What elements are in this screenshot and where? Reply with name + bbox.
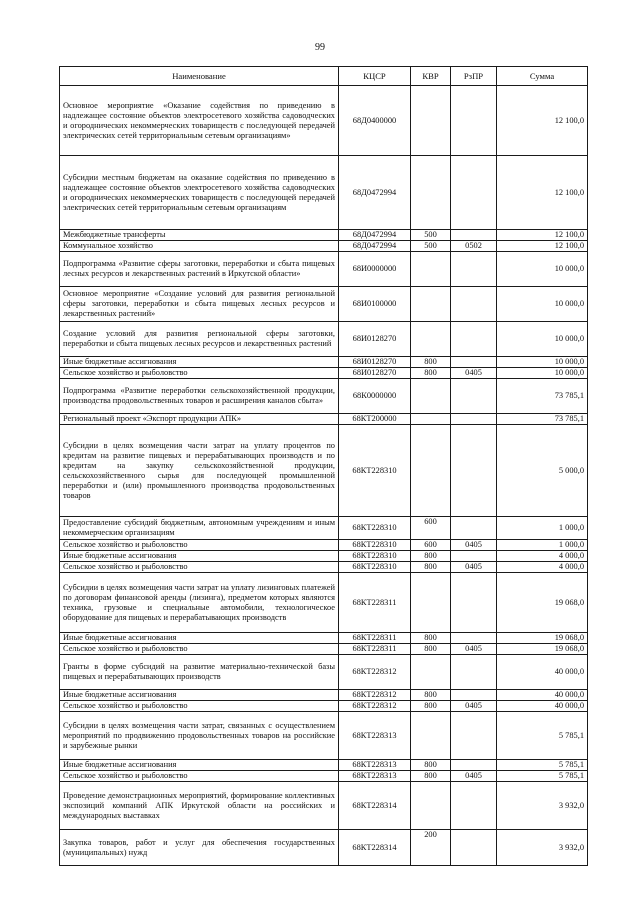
row-name: Субсидии местным бюджетам на оказание содействия по приведению в надлежащее состояние объектов электросетевого хозяйства садоводческих и огороднических некоммерческих товариществ с последующей передачей электрических сетей территориальным сетевым организациям (60, 156, 339, 230)
row-name: Сельское хозяйство и рыболовство (60, 540, 339, 551)
row-sum: 5 785,1 (497, 760, 588, 771)
row-code: 68КТ228313 (339, 771, 411, 782)
table-row (60, 379, 588, 414)
row-kvr (411, 322, 451, 357)
row-sum: 10 000,0 (497, 287, 588, 322)
row-name: Коммунальное хозяйство (60, 241, 339, 252)
row-name: Иные бюджетные ассигнования (60, 357, 339, 368)
row-sum: 10 000,0 (497, 322, 588, 357)
row-code: 68КТ228310 (339, 551, 411, 562)
row-code: 68И0100000 (339, 287, 411, 322)
table-row (60, 573, 588, 633)
header-sum: Сумма (497, 67, 588, 86)
row-kvr: 800 (411, 760, 451, 771)
row-kvr (411, 712, 451, 760)
row-name: Подпрограмма «Развитие переработки сельскохозяйственной продукции, производства продовольственных товаров и расширения каналов сбыта» (60, 379, 339, 414)
row-rzpr (451, 379, 497, 414)
row-rzpr (451, 322, 497, 357)
row-name: Проведение демонстрационных мероприятий, формирование коллективных экспозиций компаний АПК Иркутской области на российских и международных выставках (60, 782, 339, 830)
row-code: 68И0128270 (339, 368, 411, 379)
table-header-row (60, 67, 588, 86)
row-sum: 19 068,0 (497, 644, 588, 655)
table-row (60, 368, 588, 379)
table-row (60, 562, 588, 573)
table-row (60, 287, 588, 322)
row-rzpr (451, 425, 497, 517)
row-sum: 5 785,1 (497, 771, 588, 782)
row-sum: 12 100,0 (497, 86, 588, 156)
row-sum: 73 785,1 (497, 414, 588, 425)
row-code: 68КТ228313 (339, 760, 411, 771)
row-kvr (411, 252, 451, 287)
row-code: 68И0128270 (339, 357, 411, 368)
row-rzpr (451, 252, 497, 287)
row-rzpr (451, 690, 497, 701)
row-code: 68КТ228311 (339, 633, 411, 644)
row-code: 68КТ228310 (339, 540, 411, 551)
row-code: 68Д0472994 (339, 156, 411, 230)
table-row (60, 655, 588, 690)
row-sum: 40 000,0 (497, 690, 588, 701)
row-kvr: 800 (411, 771, 451, 782)
row-sum: 40 000,0 (497, 655, 588, 690)
row-name: Иные бюджетные ассигнования (60, 551, 339, 562)
row-name: Сельское хозяйство и рыболовство (60, 368, 339, 379)
header-rzpr: РзПР (451, 67, 497, 86)
row-kvr (411, 287, 451, 322)
table-row (60, 252, 588, 287)
table-row (60, 760, 588, 771)
row-sum: 3 932,0 (497, 830, 588, 866)
row-kvr: 800 (411, 357, 451, 368)
row-kvr: 200 (411, 830, 451, 866)
row-sum: 10 000,0 (497, 252, 588, 287)
row-kvr: 800 (411, 633, 451, 644)
row-name: Сельское хозяйство и рыболовство (60, 771, 339, 782)
table-row (60, 156, 588, 230)
row-code: 68К0000000 (339, 379, 411, 414)
row-rzpr (451, 156, 497, 230)
row-code: 68КТ200000 (339, 414, 411, 425)
row-code: 68КТ228314 (339, 830, 411, 866)
row-kvr (411, 414, 451, 425)
row-name: Иные бюджетные ассигнования (60, 690, 339, 701)
row-rzpr (451, 230, 497, 241)
row-sum: 12 100,0 (497, 156, 588, 230)
row-sum: 10 000,0 (497, 357, 588, 368)
row-code: 68КТ228313 (339, 712, 411, 760)
row-name: Региональный проект «Экспорт продукции АПК» (60, 414, 339, 425)
row-rzpr: 0405 (451, 540, 497, 551)
table-row (60, 644, 588, 655)
row-code: 68КТ228311 (339, 644, 411, 655)
row-sum: 5 785,1 (497, 712, 588, 760)
row-code: 68Д0472994 (339, 241, 411, 252)
row-name: Подпрограмма «Развитие сферы заготовки, переработки и сбыта пищевых лесных ресурсов и лекарственных растений в Иркутской области» (60, 252, 339, 287)
row-name: Предоставление субсидий бюджетным, автономным учреждениям и иным некоммерческим организациям (60, 517, 339, 540)
row-name: Субсидии в целях возмещения части затрат на уплату процентов по кредитам на развитие пищевых и перерабатывающих производств и по кредитам на закупку сельскохозяйственной продукции, сельскохозяйственного сырья для последующей промышленной переработки и (или) промышленного производства продовольственных товаров (60, 425, 339, 517)
row-name: Субсидии в целях возмещения части затрат на уплату лизинговых платежей по договорам финансовой аренды (лизинга), предметом которых являются техника, грузовые и специальные автомобили, технологическое оборудование для пищевых и перерабатывающих производств (60, 573, 339, 633)
row-sum: 1 000,0 (497, 540, 588, 551)
row-name: Сельское хозяйство и рыболовство (60, 644, 339, 655)
table-row (60, 86, 588, 156)
row-sum: 10 000,0 (497, 368, 588, 379)
row-sum: 12 100,0 (497, 241, 588, 252)
row-rzpr: 0405 (451, 771, 497, 782)
table-row (60, 425, 588, 517)
table-row (60, 230, 588, 241)
row-kvr: 800 (411, 701, 451, 712)
row-rzpr (451, 712, 497, 760)
row-rzpr: 0405 (451, 701, 497, 712)
row-rzpr (451, 573, 497, 633)
row-rzpr: 0405 (451, 562, 497, 573)
row-kvr: 800 (411, 562, 451, 573)
row-kvr: 600 (411, 540, 451, 551)
table-row (60, 633, 588, 644)
row-code: 68КТ228310 (339, 425, 411, 517)
row-code: 68Д0400000 (339, 86, 411, 156)
row-name: Создание условий для развития региональной сферы заготовки, переработки и сбыта пищевых лесных ресурсов и лекарственных растений (60, 322, 339, 357)
row-kvr: 800 (411, 690, 451, 701)
row-code: 68Д0472994 (339, 230, 411, 241)
row-rzpr (451, 86, 497, 156)
table-row (60, 540, 588, 551)
row-rzpr (451, 655, 497, 690)
row-name: Сельское хозяйство и рыболовство (60, 701, 339, 712)
table-row (60, 771, 588, 782)
table-row (60, 712, 588, 760)
row-rzpr (451, 551, 497, 562)
header-kvr: КВР (411, 67, 451, 86)
table-row (60, 357, 588, 368)
row-name: Иные бюджетные ассигнования (60, 760, 339, 771)
table-row (60, 551, 588, 562)
row-sum: 73 785,1 (497, 379, 588, 414)
row-kvr (411, 379, 451, 414)
row-name: Гранты в форме субсидий на развитие материально-технической базы пищевых и перерабатывающих производств (60, 655, 339, 690)
row-code: 68И0128270 (339, 322, 411, 357)
row-rzpr: 0405 (451, 644, 497, 655)
row-code: 68КТ228311 (339, 573, 411, 633)
row-kvr (411, 425, 451, 517)
header-name: Наименование (60, 67, 339, 86)
row-kvr: 600 (411, 517, 451, 540)
row-name: Межбюджетные трансферты (60, 230, 339, 241)
row-rzpr (451, 414, 497, 425)
row-rzpr (451, 830, 497, 866)
row-kvr: 800 (411, 551, 451, 562)
row-kvr: 500 (411, 241, 451, 252)
row-code: 68КТ228314 (339, 782, 411, 830)
table-row (60, 830, 588, 866)
row-code: 68КТ228312 (339, 655, 411, 690)
row-name: Иные бюджетные ассигнования (60, 633, 339, 644)
table-row (60, 690, 588, 701)
row-name: Закупка товаров, работ и услуг для обеспечения государственных (муниципальных) нужд (60, 830, 339, 866)
row-kvr (411, 86, 451, 156)
table-row (60, 517, 588, 540)
row-sum: 40 000,0 (497, 701, 588, 712)
header-code: КЦСР (339, 67, 411, 86)
row-code: 68И0000000 (339, 252, 411, 287)
row-sum: 4 000,0 (497, 562, 588, 573)
table-row (60, 414, 588, 425)
row-rzpr (451, 287, 497, 322)
row-rzpr (451, 782, 497, 830)
row-sum: 5 000,0 (497, 425, 588, 517)
table-row (60, 701, 588, 712)
row-code: 68КТ228310 (339, 562, 411, 573)
row-sum: 19 068,0 (497, 633, 588, 644)
row-rzpr: 0405 (451, 368, 497, 379)
row-rzpr (451, 357, 497, 368)
row-name: Основное мероприятие «Оказание содействия по приведению в надлежащее состояние объектов электросетевого хозяйства садоводческих и огороднических некоммерческих товариществ с последующей передачей электрических сетей территориальным сетевым организациям» (60, 86, 339, 156)
row-name: Основное мероприятие «Создание условий для развития региональной сферы заготовки, переработки и сбыта пищевых лесных ресурсов и лекарственных растений» (60, 287, 339, 322)
row-name: Субсидии в целях возмещения части затрат, связанных с осуществлением мероприятий по продвижению продовольственных товаров на российские и зарубежные рынки (60, 712, 339, 760)
row-code: 68КТ228312 (339, 701, 411, 712)
row-code: 68КТ228312 (339, 690, 411, 701)
row-kvr (411, 655, 451, 690)
row-kvr (411, 782, 451, 830)
row-kvr (411, 156, 451, 230)
page-number: 99 (315, 42, 325, 53)
row-code: 68КТ228310 (339, 517, 411, 540)
row-rzpr (451, 633, 497, 644)
table-row (60, 322, 588, 357)
row-sum: 3 932,0 (497, 782, 588, 830)
row-rzpr (451, 517, 497, 540)
row-kvr: 800 (411, 644, 451, 655)
table-row (60, 782, 588, 830)
row-kvr (411, 573, 451, 633)
row-sum: 19 068,0 (497, 573, 588, 633)
table-row (60, 241, 588, 252)
row-rzpr (451, 760, 497, 771)
row-sum: 4 000,0 (497, 551, 588, 562)
row-name: Сельское хозяйство и рыболовство (60, 562, 339, 573)
budget-table (59, 66, 588, 866)
row-sum: 12 100,0 (497, 230, 588, 241)
row-kvr: 500 (411, 230, 451, 241)
row-kvr: 800 (411, 368, 451, 379)
row-sum: 1 000,0 (497, 517, 588, 540)
row-rzpr: 0502 (451, 241, 497, 252)
